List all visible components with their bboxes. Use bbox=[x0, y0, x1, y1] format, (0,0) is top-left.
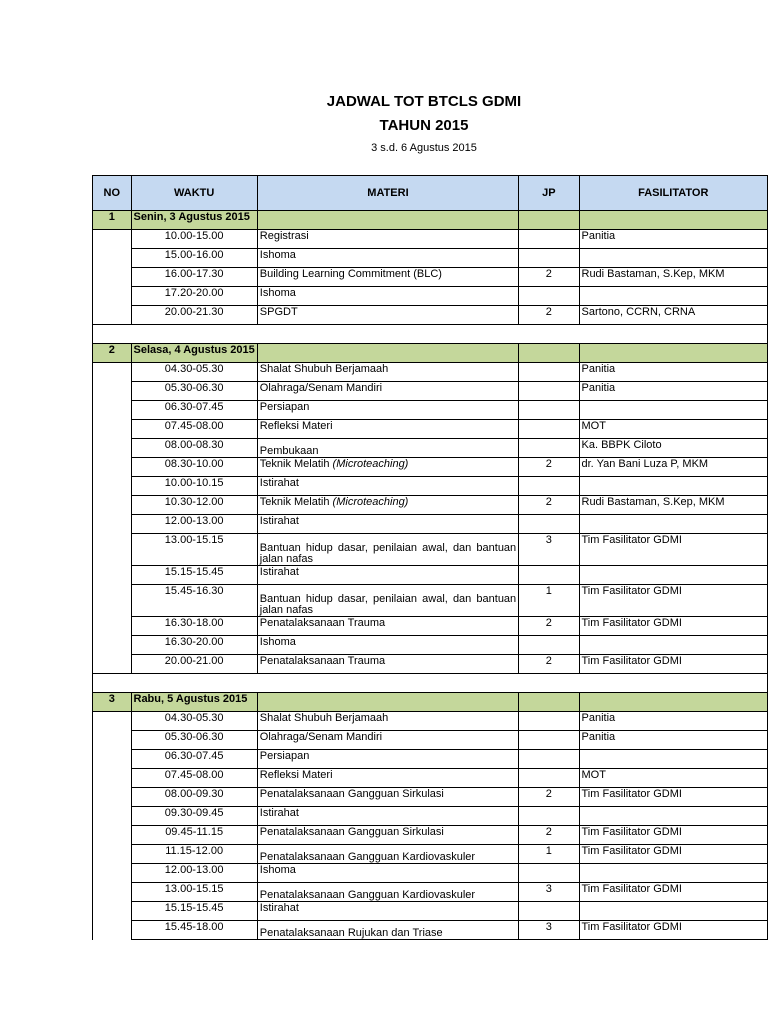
spacer-row bbox=[93, 325, 768, 344]
table-header-row bbox=[93, 176, 768, 211]
schedule-table bbox=[92, 175, 768, 940]
table-row bbox=[93, 769, 768, 788]
no-cell bbox=[93, 788, 132, 807]
time-cell: 20.00-21.00 bbox=[131, 655, 257, 674]
day-header-cell bbox=[579, 693, 768, 712]
table-row bbox=[93, 807, 768, 826]
no-cell bbox=[93, 826, 132, 845]
no-cell bbox=[93, 477, 132, 496]
materi-cell bbox=[257, 655, 518, 674]
materi-cell bbox=[257, 807, 518, 826]
materi-text: Olahraga/Senam Mandiri bbox=[259, 382, 383, 394]
materi-text: Bantuan hidup dasar, penilaian awal, dan bantuan jalan nafas bbox=[259, 593, 517, 616]
fasilitator-cell: Ka. BBPK Ciloto bbox=[579, 439, 768, 458]
time-cell: 13.00-15.15 bbox=[131, 883, 257, 902]
table-row bbox=[93, 534, 768, 566]
time-cell: 07.45-08.00 bbox=[131, 420, 257, 439]
day-number: 2 bbox=[93, 344, 132, 363]
fasilitator-cell bbox=[579, 636, 768, 655]
day-header-cell bbox=[579, 211, 768, 230]
day-header-cell bbox=[257, 693, 518, 712]
jp-cell bbox=[519, 401, 579, 420]
time-cell: 12.00-13.00 bbox=[131, 515, 257, 534]
materi-italic-text: (Microteaching) bbox=[332, 458, 409, 470]
table-row bbox=[93, 515, 768, 534]
jp-cell bbox=[519, 712, 579, 731]
spacer-cell bbox=[579, 674, 768, 693]
materi-cell bbox=[257, 287, 518, 306]
no-cell bbox=[93, 845, 132, 864]
table-row bbox=[93, 864, 768, 883]
materi-text: Teknik Melatih bbox=[259, 496, 333, 508]
materi-text: Ishoma bbox=[259, 864, 296, 876]
fasilitator-cell: Tim Fasilitator GDMI bbox=[579, 534, 768, 566]
spacer-cell bbox=[519, 325, 579, 344]
table-row bbox=[93, 306, 768, 325]
materi-cell bbox=[257, 731, 518, 750]
time-cell: 15.00-16.00 bbox=[131, 249, 257, 268]
table-row bbox=[93, 712, 768, 731]
jp-cell bbox=[519, 287, 579, 306]
day-number: 1 bbox=[93, 211, 132, 230]
no-cell bbox=[93, 585, 132, 617]
no-cell bbox=[93, 287, 132, 306]
materi-cell bbox=[257, 769, 518, 788]
fasilitator-cell: Panitia bbox=[579, 363, 768, 382]
spacer-cell bbox=[131, 674, 257, 693]
table-row bbox=[93, 636, 768, 655]
time-cell: 16.30-20.00 bbox=[131, 636, 257, 655]
fasilitator-cell bbox=[579, 902, 768, 921]
materi-cell bbox=[257, 382, 518, 401]
fasilitator-cell bbox=[579, 249, 768, 268]
no-cell bbox=[93, 230, 132, 249]
fasilitator-cell: Tim Fasilitator GDMI bbox=[579, 788, 768, 807]
materi-text: Istirahat bbox=[259, 902, 299, 914]
time-cell: 05.30-06.30 bbox=[131, 731, 257, 750]
jp-cell: 2 bbox=[519, 826, 579, 845]
day-header-cell bbox=[257, 211, 518, 230]
jp-cell bbox=[519, 439, 579, 458]
time-cell: 12.00-13.00 bbox=[131, 864, 257, 883]
materi-cell bbox=[257, 230, 518, 249]
time-cell: 16.00-17.30 bbox=[131, 268, 257, 287]
materi-cell bbox=[257, 515, 518, 534]
fasilitator-cell: Panitia bbox=[579, 230, 768, 249]
date-range: 3 s.d. 6 Agustus 2015 bbox=[371, 142, 477, 154]
fasilitator-cell: Panitia bbox=[579, 382, 768, 401]
jp-cell bbox=[519, 477, 579, 496]
materi-text: Ishoma bbox=[259, 249, 296, 261]
jp-cell: 2 bbox=[519, 655, 579, 674]
jp-cell: 2 bbox=[519, 788, 579, 807]
time-cell: 09.30-09.45 bbox=[131, 807, 257, 826]
fasilitator-cell: MOT bbox=[579, 420, 768, 439]
table-row bbox=[93, 496, 768, 515]
fasilitator-cell: Tim Fasilitator GDMI bbox=[579, 826, 768, 845]
no-cell bbox=[93, 268, 132, 287]
document-year: TAHUN 2015 bbox=[379, 117, 469, 134]
materi-text: Registrasi bbox=[259, 230, 309, 242]
materi-text: Penatalaksanaan Gangguan Sirkulasi bbox=[259, 826, 444, 838]
jp-cell bbox=[519, 230, 579, 249]
materi-text: Refleksi Materi bbox=[259, 420, 333, 432]
jp-cell: 3 bbox=[519, 534, 579, 566]
materi-text: Olahraga/Senam Mandiri bbox=[259, 731, 383, 743]
materi-text: Penatalaksanaan Trauma bbox=[259, 655, 386, 667]
materi-text: Persiapan bbox=[259, 750, 310, 762]
jp-cell: 2 bbox=[519, 496, 579, 515]
time-cell: 04.30-05.30 bbox=[131, 712, 257, 731]
materi-text: Istirahat bbox=[259, 477, 299, 489]
table-row bbox=[93, 883, 768, 902]
jp-cell bbox=[519, 363, 579, 382]
day-header-cell bbox=[519, 344, 579, 363]
table-row bbox=[93, 902, 768, 921]
time-cell: 15.15-15.45 bbox=[131, 902, 257, 921]
time-cell: 09.45-11.15 bbox=[131, 826, 257, 845]
spacer-cell bbox=[131, 325, 257, 344]
fasilitator-cell: Tim Fasilitator GDMI bbox=[579, 585, 768, 617]
materi-text: SPGDT bbox=[259, 306, 298, 318]
fasilitator-cell: dr. Yan Bani Luza P, MKM bbox=[579, 458, 768, 477]
day-label: Selasa, 4 Agustus 2015 bbox=[131, 344, 257, 363]
materi-cell bbox=[257, 788, 518, 807]
materi-text: Ishoma bbox=[259, 636, 296, 648]
table-row bbox=[93, 655, 768, 674]
jp-cell: 1 bbox=[519, 845, 579, 864]
jp-cell bbox=[519, 249, 579, 268]
table-row bbox=[93, 788, 768, 807]
no-cell bbox=[93, 382, 132, 401]
fasilitator-cell bbox=[579, 807, 768, 826]
day-label: Rabu, 5 Agustus 2015 bbox=[131, 693, 257, 712]
table-row bbox=[93, 230, 768, 249]
materi-cell bbox=[257, 617, 518, 636]
table-row bbox=[93, 249, 768, 268]
table-row bbox=[93, 363, 768, 382]
materi-cell bbox=[257, 268, 518, 287]
fasilitator-cell: Rudi Bastaman, S.Kep, MKM bbox=[579, 496, 768, 515]
table-row bbox=[93, 420, 768, 439]
spacer-cell bbox=[257, 674, 518, 693]
jp-cell bbox=[519, 515, 579, 534]
no-cell bbox=[93, 731, 132, 750]
materi-cell bbox=[257, 585, 518, 617]
jp-cell: 2 bbox=[519, 458, 579, 477]
spacer-cell bbox=[93, 674, 132, 693]
jp-cell: 2 bbox=[519, 617, 579, 636]
table-row bbox=[93, 750, 768, 769]
materi-cell bbox=[257, 864, 518, 883]
time-cell: 05.30-06.30 bbox=[131, 382, 257, 401]
jp-cell bbox=[519, 420, 579, 439]
materi-text: Shalat Shubuh Berjamaah bbox=[259, 712, 389, 724]
materi-cell bbox=[257, 636, 518, 655]
spacer-row bbox=[93, 674, 768, 693]
table-row bbox=[93, 382, 768, 401]
materi-italic-text: (Microteaching) bbox=[332, 496, 409, 508]
no-cell bbox=[93, 458, 132, 477]
table-row bbox=[93, 826, 768, 845]
materi-text: Penatalaksanaan Gangguan Kardiovaskuler bbox=[259, 851, 476, 863]
time-cell: 10.30-12.00 bbox=[131, 496, 257, 515]
materi-text: Penatalaksanaan Gangguan Kardiovaskuler bbox=[259, 889, 476, 901]
document-title: JADWAL TOT BTCLS GDMI bbox=[326, 93, 522, 110]
table-row bbox=[93, 458, 768, 477]
materi-text: Persiapan bbox=[259, 401, 310, 413]
time-cell: 15.45-18.00 bbox=[131, 921, 257, 940]
fasilitator-cell bbox=[579, 566, 768, 585]
time-cell: 10.00-15.00 bbox=[131, 230, 257, 249]
day-header-row bbox=[93, 211, 768, 230]
column-header-no: NO bbox=[93, 176, 132, 211]
day-header-cell bbox=[519, 693, 579, 712]
table-row bbox=[93, 731, 768, 750]
fasilitator-cell bbox=[579, 864, 768, 883]
time-cell: 17.20-20.00 bbox=[131, 287, 257, 306]
no-cell bbox=[93, 769, 132, 788]
no-cell bbox=[93, 636, 132, 655]
time-cell: 04.30-05.30 bbox=[131, 363, 257, 382]
day-header-row bbox=[93, 344, 768, 363]
fasilitator-cell: Tim Fasilitator GDMI bbox=[579, 845, 768, 864]
time-cell: 08.00-09.30 bbox=[131, 788, 257, 807]
materi-text: Penatalaksanaan Rujukan dan Triase bbox=[259, 927, 443, 939]
table-row bbox=[93, 585, 768, 617]
time-cell: 10.00-10.15 bbox=[131, 477, 257, 496]
materi-cell bbox=[257, 566, 518, 585]
no-cell bbox=[93, 807, 132, 826]
time-cell: 11.15-12.00 bbox=[131, 845, 257, 864]
jp-cell bbox=[519, 750, 579, 769]
table-row bbox=[93, 845, 768, 864]
materi-cell bbox=[257, 712, 518, 731]
column-header-jp: JP bbox=[519, 176, 579, 211]
jp-cell bbox=[519, 807, 579, 826]
materi-cell bbox=[257, 845, 518, 864]
materi-cell bbox=[257, 921, 518, 940]
materi-text: Refleksi Materi bbox=[259, 769, 333, 781]
fasilitator-cell: MOT bbox=[579, 769, 768, 788]
time-cell: 08.30-10.00 bbox=[131, 458, 257, 477]
table-row bbox=[93, 439, 768, 458]
time-cell: 15.15-15.45 bbox=[131, 566, 257, 585]
no-cell bbox=[93, 655, 132, 674]
materi-text: Teknik Melatih bbox=[259, 458, 333, 470]
day-header-cell bbox=[579, 344, 768, 363]
jp-cell bbox=[519, 769, 579, 788]
no-cell bbox=[93, 515, 132, 534]
jp-cell: 3 bbox=[519, 883, 579, 902]
materi-text: Penatalaksanaan Gangguan Sirkulasi bbox=[259, 788, 444, 800]
no-cell bbox=[93, 420, 132, 439]
jp-cell: 2 bbox=[519, 268, 579, 287]
fasilitator-cell: Sartono, CCRN, CRNA bbox=[579, 306, 768, 325]
no-cell bbox=[93, 249, 132, 268]
materi-cell bbox=[257, 363, 518, 382]
jp-cell bbox=[519, 566, 579, 585]
time-cell: 20.00-21.30 bbox=[131, 306, 257, 325]
column-header-waktu: WAKTU bbox=[131, 176, 257, 211]
fasilitator-cell: Rudi Bastaman, S.Kep, MKM bbox=[579, 268, 768, 287]
fasilitator-cell bbox=[579, 401, 768, 420]
fasilitator-cell bbox=[579, 515, 768, 534]
materi-cell bbox=[257, 534, 518, 566]
table-row bbox=[93, 921, 768, 940]
materi-cell bbox=[257, 883, 518, 902]
materi-text: Building Learning Commitment (BLC) bbox=[259, 268, 442, 280]
day-number: 3 bbox=[93, 693, 132, 712]
table-row bbox=[93, 268, 768, 287]
jp-cell bbox=[519, 864, 579, 883]
materi-cell bbox=[257, 458, 518, 477]
time-cell: 08.00-08.30 bbox=[131, 439, 257, 458]
table-row bbox=[93, 287, 768, 306]
day-label: Senin, 3 Agustus 2015 bbox=[131, 211, 257, 230]
time-cell: 06.30-07.45 bbox=[131, 401, 257, 420]
no-cell bbox=[93, 902, 132, 921]
spacer-cell bbox=[257, 325, 518, 344]
jp-cell: 2 bbox=[519, 306, 579, 325]
materi-cell bbox=[257, 902, 518, 921]
fasilitator-cell: Tim Fasilitator GDMI bbox=[579, 921, 768, 940]
materi-cell bbox=[257, 420, 518, 439]
no-cell bbox=[93, 617, 132, 636]
fasilitator-cell: Tim Fasilitator GDMI bbox=[579, 655, 768, 674]
table-row bbox=[93, 401, 768, 420]
spacer-cell bbox=[93, 325, 132, 344]
materi-text: Istirahat bbox=[259, 515, 299, 527]
no-cell bbox=[93, 566, 132, 585]
column-header-materi: MATERI bbox=[257, 176, 518, 211]
materi-text: Bantuan hidup dasar, penilaian awal, dan bantuan jalan nafas bbox=[259, 542, 517, 565]
fasilitator-cell: Panitia bbox=[579, 712, 768, 731]
no-cell bbox=[93, 363, 132, 382]
time-cell: 13.00-15.15 bbox=[131, 534, 257, 566]
no-cell bbox=[93, 750, 132, 769]
no-cell bbox=[93, 534, 132, 566]
table-row bbox=[93, 566, 768, 585]
spacer-cell bbox=[579, 325, 768, 344]
jp-cell: 3 bbox=[519, 921, 579, 940]
table-row bbox=[93, 477, 768, 496]
materi-cell bbox=[257, 750, 518, 769]
materi-text: Shalat Shubuh Berjamaah bbox=[259, 363, 389, 375]
time-cell: 15.45-16.30 bbox=[131, 585, 257, 617]
time-cell: 06.30-07.45 bbox=[131, 750, 257, 769]
time-cell: 16.30-18.00 bbox=[131, 617, 257, 636]
no-cell bbox=[93, 864, 132, 883]
jp-cell bbox=[519, 902, 579, 921]
jp-cell bbox=[519, 731, 579, 750]
fasilitator-cell bbox=[579, 287, 768, 306]
no-cell bbox=[93, 883, 132, 902]
jp-cell bbox=[519, 382, 579, 401]
fasilitator-cell: Tim Fasilitator GDMI bbox=[579, 617, 768, 636]
materi-cell bbox=[257, 401, 518, 420]
materi-cell bbox=[257, 249, 518, 268]
no-cell bbox=[93, 921, 132, 940]
no-cell bbox=[93, 712, 132, 731]
materi-text: Ishoma bbox=[259, 287, 296, 299]
no-cell bbox=[93, 306, 132, 325]
materi-cell bbox=[257, 496, 518, 515]
materi-text: Istirahat bbox=[259, 807, 299, 819]
spacer-cell bbox=[519, 674, 579, 693]
fasilitator-cell bbox=[579, 477, 768, 496]
no-cell bbox=[93, 496, 132, 515]
materi-cell bbox=[257, 826, 518, 845]
fasilitator-cell: Panitia bbox=[579, 731, 768, 750]
materi-text: Istirahat bbox=[259, 566, 299, 578]
day-header-cell bbox=[519, 211, 579, 230]
no-cell bbox=[93, 439, 132, 458]
jp-cell: 1 bbox=[519, 585, 579, 617]
table-row bbox=[93, 617, 768, 636]
fasilitator-cell bbox=[579, 750, 768, 769]
materi-text: Pembukaan bbox=[259, 445, 319, 457]
materi-cell bbox=[257, 477, 518, 496]
materi-cell bbox=[257, 306, 518, 325]
no-cell bbox=[93, 401, 132, 420]
day-header-row bbox=[93, 693, 768, 712]
time-cell: 07.45-08.00 bbox=[131, 769, 257, 788]
day-header-cell bbox=[257, 344, 518, 363]
materi-cell bbox=[257, 439, 518, 458]
jp-cell bbox=[519, 636, 579, 655]
fasilitator-cell: Tim Fasilitator GDMI bbox=[579, 883, 768, 902]
materi-text: Penatalaksanaan Trauma bbox=[259, 617, 386, 629]
column-header-fasilitator: FASILITATOR bbox=[579, 176, 768, 211]
